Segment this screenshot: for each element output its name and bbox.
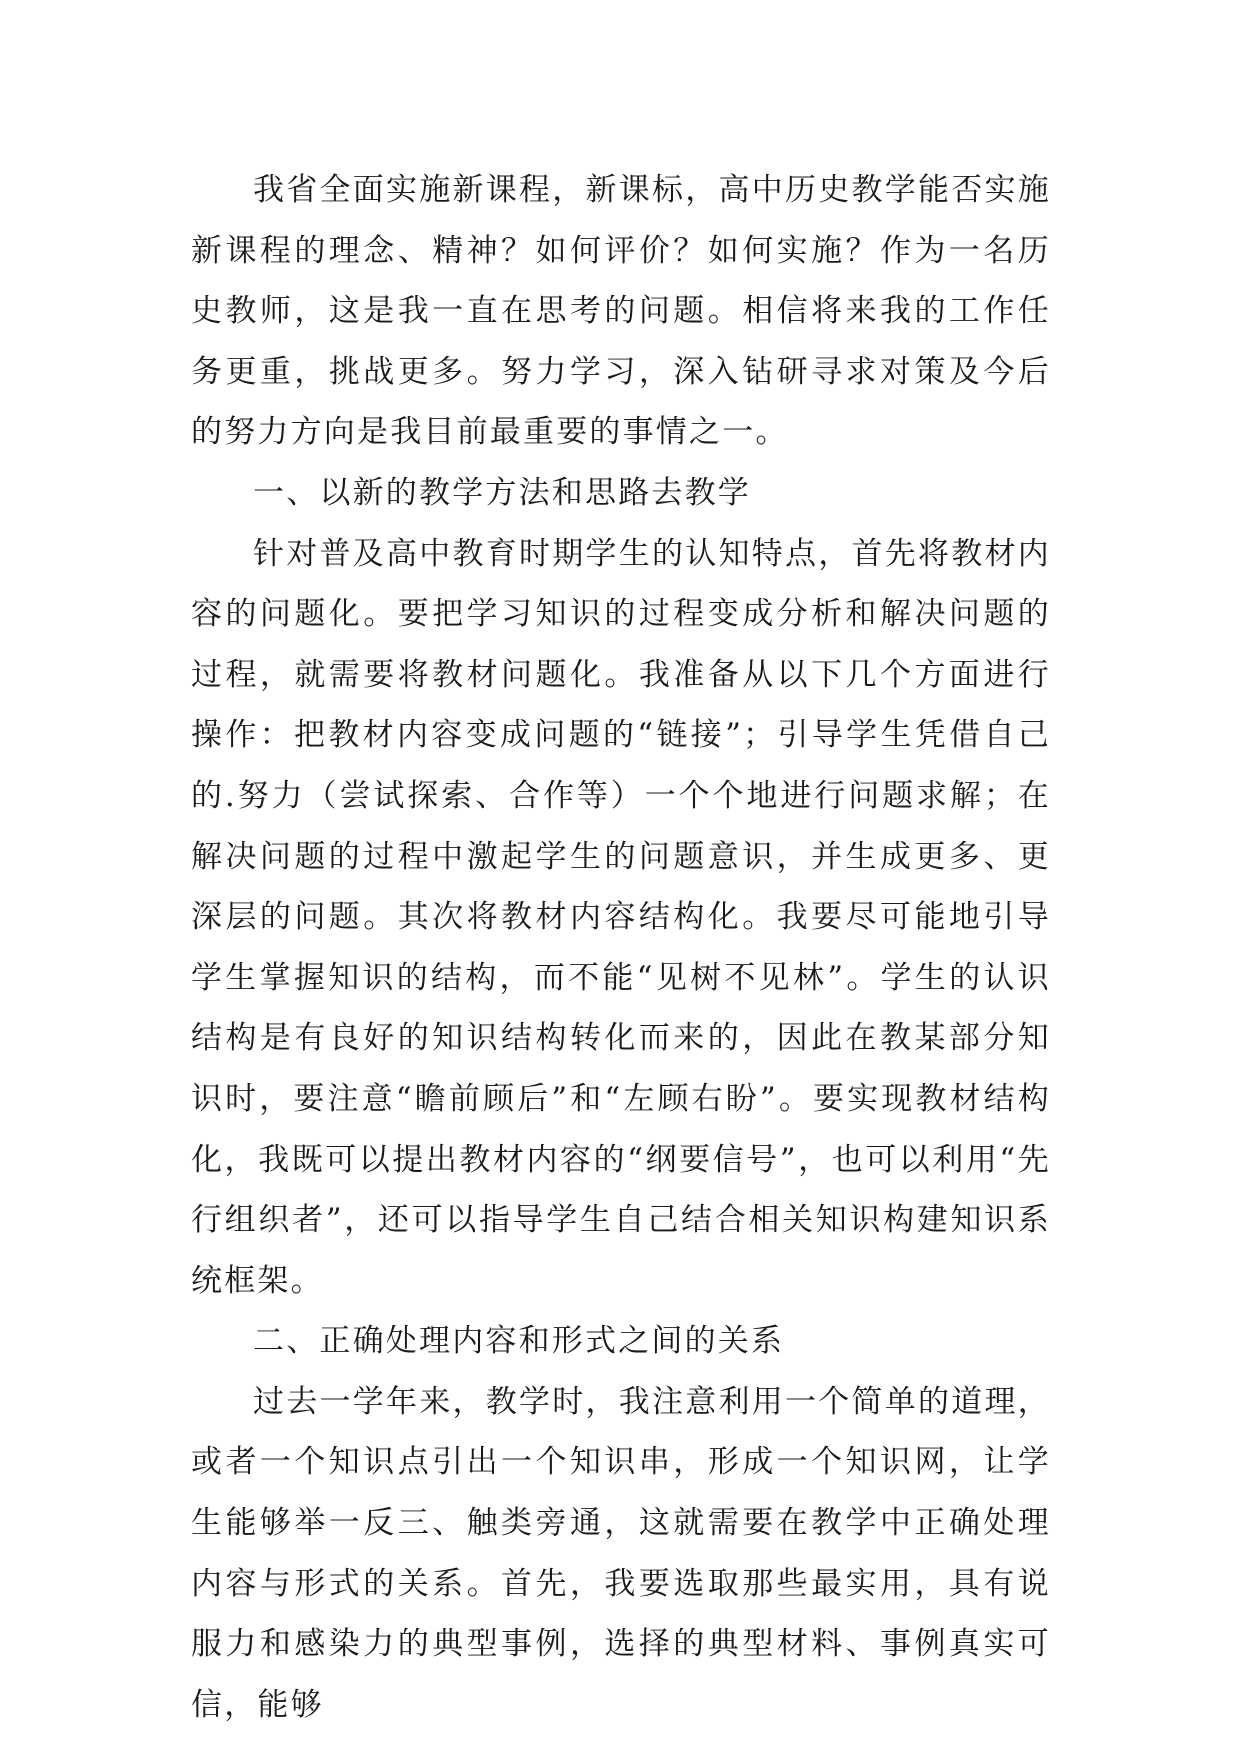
- section-1-paragraph: 针对普及高中教育时期学生的认知特点，首先将教材内容的问题化。要把学习知识的过程变成分析和解决问题的过程，就需要将教材问题化。我准备从以下几个方面进行操作：把教材内容变成问题的“链接”；引导学生凭借自己的.努力（尝试探索、合作等）一个个地进行问题求解；在解决问题的过程中激起学生的问题意识，并生成更多、更深层的问题。其次将教材内容结构化。我要尽可能地引导学生掌握知识的结构，而不能“见树不见林”。学生的认识结构是有良好的知识结构转化而来的，因此在教某部分知识时，要注意“瞻前顾后”和“左顾右盼”。要实现教材结构化，我既可以提出教材内容的“纲要信号”，也可以利用“先行组织者”，还可以指导学生自己结合相关知识构建知识系统框架。: [191, 535, 1051, 1299]
- section-heading-1: 一、以新的教学方法和思路去教学: [253, 474, 751, 511]
- document-body: [191, 160, 1051, 1735]
- intro-paragraph: 我省全面实施新课程，新课标，高中历史教学能否实施新课程的理念、精神？如何评价？如何实施？作为一名历史教师，这是我一直在思考的问题。相信将来我的工作任务更重，挑战更多。努力学习，深入钻研寻求对策及今后的努力方向是我目前最重要的事情之一。: [191, 172, 1051, 451]
- section-heading-2: 二、正确处理内容和形式之间的关系: [253, 1323, 785, 1360]
- section-2-paragraph: 过去一学年来，教学时，我注意利用一个简单的道理，或者一个知识点引出一个知识串，形成一个知识网，让学生能够举一反三、触类旁通，这就需要在教学中正确处理内容与形式的关系。首先，我要选取那些最实用，具有说服力和感染力的典型事例，选择的典型材料、事例真实可信，能够: [191, 1383, 1051, 1723]
